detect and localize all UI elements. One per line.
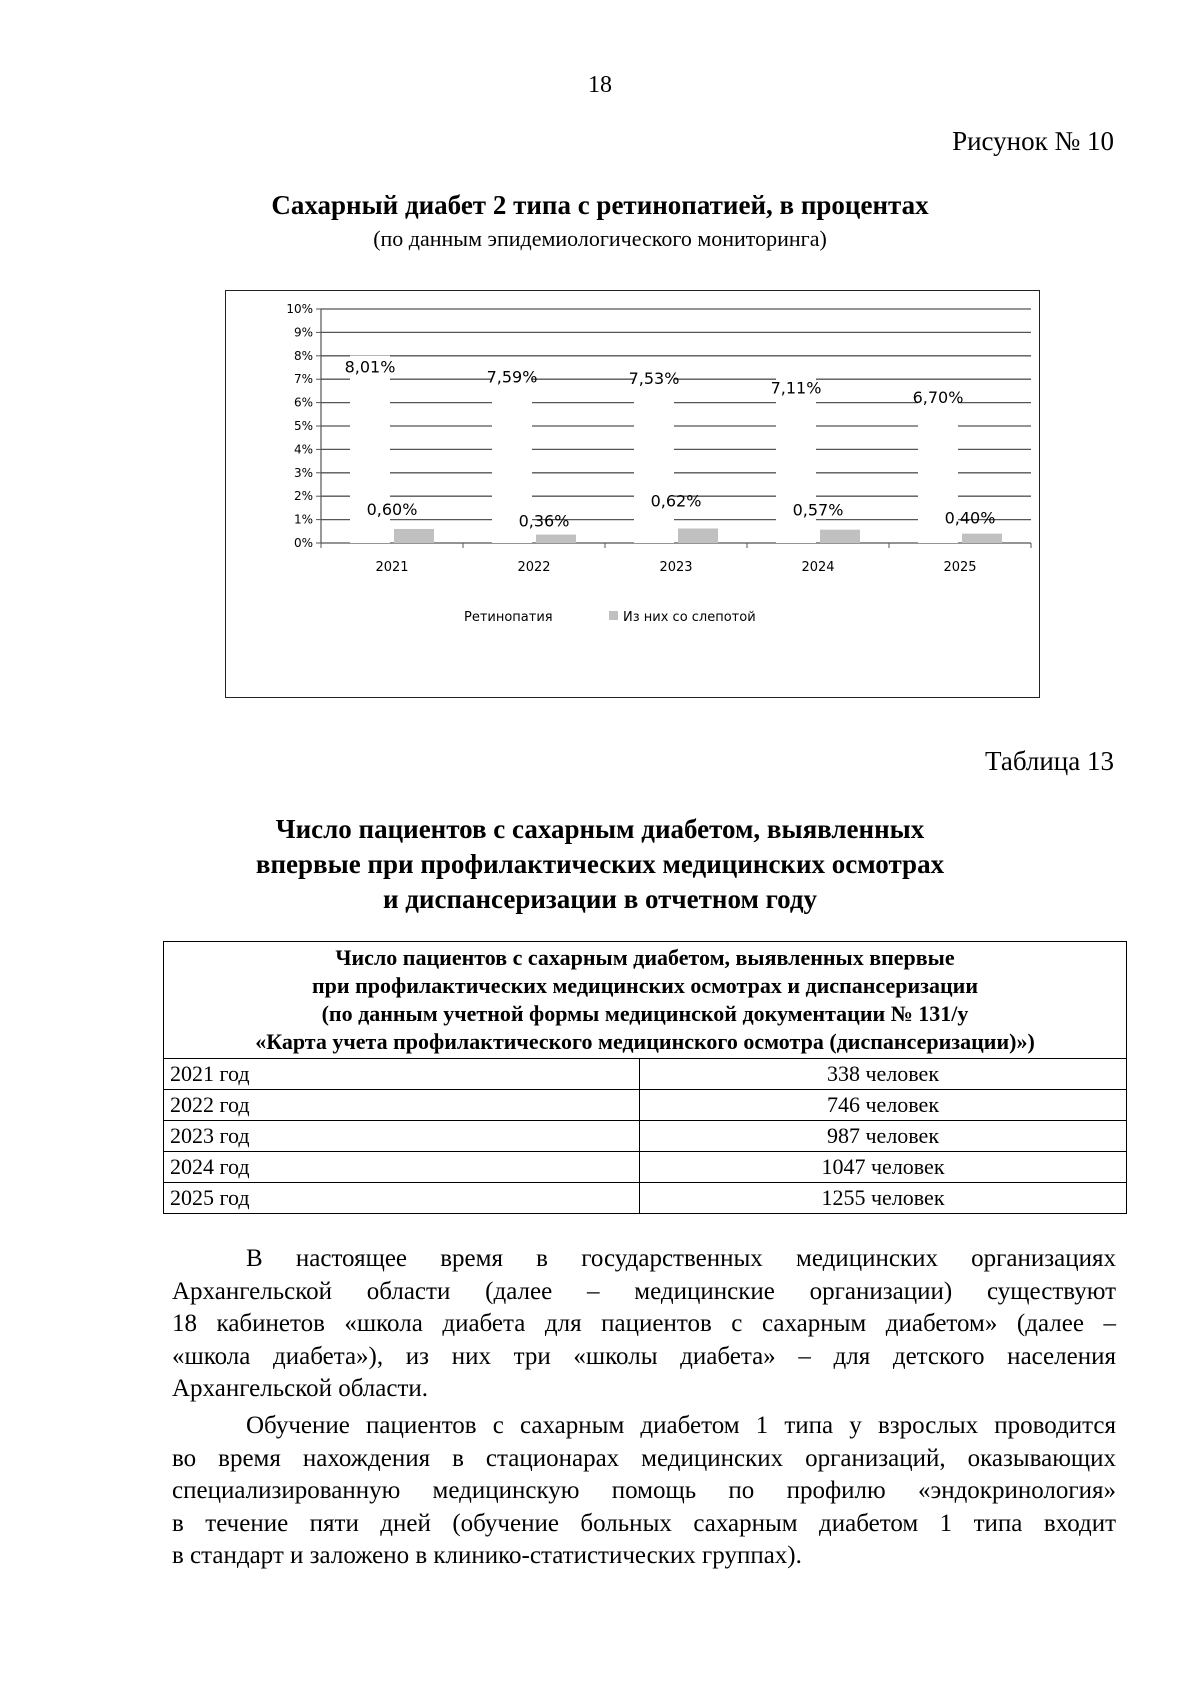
chart-frame (225, 290, 1040, 698)
figure-title: Сахарный диабет 2 типа с ретинопатией, в процентах (271, 190, 929, 220)
year-cell: 2021 год (164, 1059, 640, 1090)
paragraph-line: В настоящее время в государственных медицинских организациях (246, 1245, 1116, 1272)
legend-label-blindness: Из них со слепотой (623, 610, 756, 625)
y-tick-label: 9% (293, 325, 313, 340)
data-label-blindness: 0,36% (518, 511, 570, 531)
legend-swatch-blindness (609, 611, 618, 620)
figure-label: Рисунок № 10 (952, 126, 1114, 156)
year-cell: 2022 год (164, 1090, 640, 1121)
paragraph-line: во время нахождения в стационарах медицинских организаций, оказывающих (172, 1444, 1116, 1472)
value-cell: 1255 человек (640, 1183, 1127, 1214)
value-cell: 338 человек (640, 1059, 1127, 1090)
y-tick-label: 0% (293, 536, 313, 550)
value-cell: 987 человек (640, 1121, 1127, 1152)
table-title-line: и диспансеризации в отчетном году (382, 884, 818, 914)
table-row (164, 1121, 1127, 1152)
data-label-retinopathy: 6,70% (912, 388, 964, 408)
y-tick-label: 5% (293, 419, 313, 433)
header-line: при профилактических медицинских осмотрах и диспансеризации (311, 973, 978, 998)
table-row (164, 1059, 1127, 1090)
y-tick-label: 6% (293, 395, 313, 410)
page-number: 18 (588, 72, 612, 98)
patients-table (163, 941, 1127, 1214)
legend-label-retinopathy: Ретинопатия (464, 610, 553, 625)
header-line: (по данным учетной формы медицинской документации № 131/у (321, 1001, 969, 1026)
y-tick-label: 7% (293, 372, 313, 387)
header-line: «Карта учета профилактического медицинского осмотра (диспансеризации)») (255, 1029, 1035, 1054)
paragraph-line: в течение пяти дней (обучение больных сахарным диабетом 1 типа входит (172, 1509, 1116, 1537)
paragraph-line: 18 кабинетов «школа диабета для пациентов с сахарным диабетом» (далее – (172, 1310, 1116, 1337)
value-cell: 746 человек (640, 1090, 1127, 1121)
paragraph-2 (172, 1410, 1116, 1573)
table-title-line: впервые при профилактических медицинских осмотрах (255, 849, 945, 879)
bar-blindness (536, 535, 576, 543)
y-tick-label: 1% (293, 512, 313, 527)
value-cell: 1047 человек (640, 1152, 1127, 1183)
data-label-retinopathy: 7,11% (770, 378, 822, 398)
y-tick-label: 3% (293, 465, 313, 480)
header-line: Число пациентов с сахарным диабетом, выявленных впервые (335, 945, 955, 970)
data-label-retinopathy: 7,59% (486, 367, 538, 387)
paragraph-line: в стандарт и заложено в клинико-статистических группах). (172, 1542, 802, 1569)
x-tick-label: 2022 (517, 560, 551, 575)
y-tick-label: 10% (286, 302, 313, 316)
table-row (164, 1183, 1127, 1214)
bar-retinopathy (634, 367, 674, 543)
data-label-blindness: 0,57% (792, 500, 844, 520)
table-title-line: Число пациентов с сахарным диабетом, выявленных (275, 814, 925, 844)
bar-blindness (678, 528, 718, 543)
x-tick-label: 2024 (801, 560, 835, 575)
figure-subtitle: (по данным эпидемиологического мониторинга) (373, 226, 827, 251)
x-tick-label: 2021 (375, 560, 409, 575)
year-cell: 2025 год (164, 1183, 640, 1214)
bar-blindness (394, 529, 434, 543)
data-label-retinopathy: 7,53% (628, 368, 680, 388)
paragraph-line: Архангельской области (далее – медицинские организации) существуют (172, 1277, 1116, 1305)
table-title (0, 812, 1200, 917)
y-tick-label: 2% (293, 489, 313, 504)
table-label: Таблица 13 (985, 746, 1114, 776)
table-header (164, 942, 1127, 1059)
bar-blindness (820, 530, 860, 543)
paragraph-line: «школа диабета»), из них три «школы диабета» – для детского населения (172, 1342, 1116, 1370)
y-tick-label: 4% (293, 442, 313, 457)
table-row (164, 1152, 1127, 1183)
x-tick-label: 2025 (943, 560, 977, 575)
table-row (164, 1090, 1127, 1121)
bar-blindness (962, 534, 1002, 543)
x-tick-label: 2023 (659, 560, 693, 575)
y-tick-label: 8% (293, 348, 313, 363)
data-label-blindness: 0,60% (366, 499, 418, 519)
data-label-retinopathy: 8,01% (344, 357, 396, 377)
data-label-blindness: 0,62% (650, 491, 702, 511)
paragraph-line: Обучение пациентов с сахарным диабетом 1 типа у взрослых проводится (246, 1412, 1116, 1439)
paragraph-line: Архангельской области. (172, 1375, 429, 1402)
paragraph-1 (172, 1243, 1116, 1406)
chart (226, 291, 1038, 696)
year-cell: 2024 год (164, 1152, 640, 1183)
data-label-blindness: 0,40% (944, 508, 996, 528)
year-cell: 2023 год (164, 1121, 640, 1152)
paragraph-line: специализированную медицинскую помощь по профилю «эндокринология» (172, 1477, 1116, 1504)
